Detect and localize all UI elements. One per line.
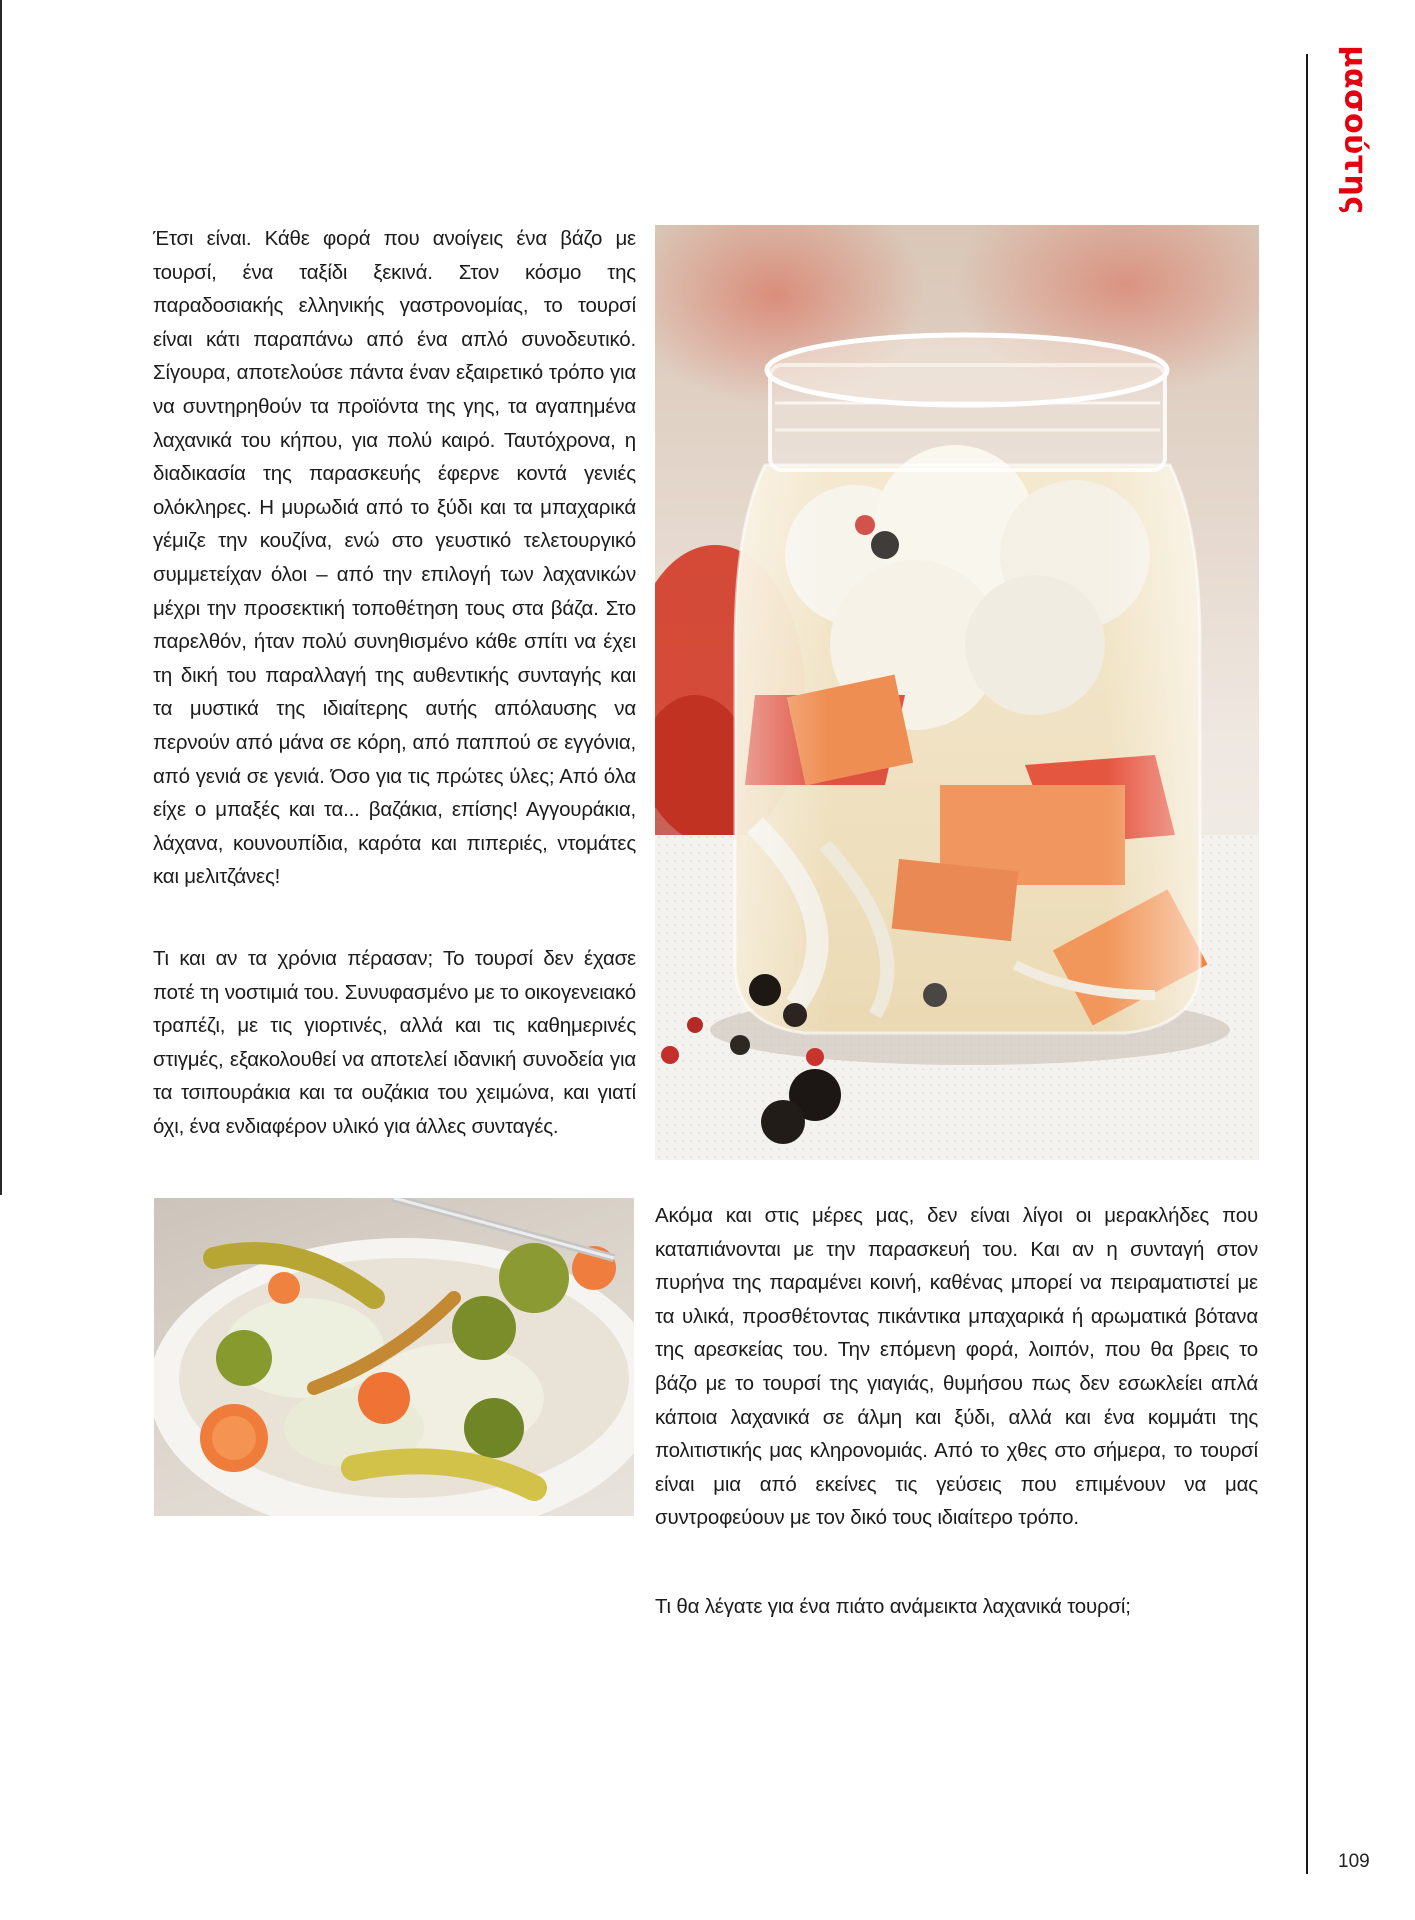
article-paragraph-4 — [655, 1590, 1258, 1624]
bowl-pickles-illustration — [154, 1198, 634, 1516]
jar-pickles-illustration — [655, 225, 1259, 1160]
paragraph-text: Τι και αν τα χρόνια πέρασαν; Το τουρσί δεν έχασε ποτέ τη νοστιμιά του. Συνυφασμένο με το οικογενειακό τραπέζι, με τις γιορτινές, αλλά και τις καθημερινές στιγμές, εξακολουθεί να αποτελεί ιδανική συνοδεία για τα τσιπουράκια και τα ουζάκια του χειμώνα, και γιατί όχι, ένα ενδιαφέρον υλικό για άλλες συνταγές. — [153, 947, 636, 1138]
article-paragraph-3 — [655, 1199, 1258, 1535]
paragraph-text: Ακόμα και στις μέρες μας, δεν είναι λίγοι οι μερακλήδες που καταπιάνονται με την παρασκευή του. Και αν η συνταγή στον πυρήνα της παραμένει κοινή, καθένας μπορεί να πειραματιστεί με τα υλικά, προσθέτοντας πικάντικα μπαχαρικά ή αρωματικά βότανα της αρεσκείας του. Την επόμενη φορά, λοιπόν, που θα βρεις το βάζο με το τουρσί της γιαγιάς, θυμήσου πως δεν εσωκλείει απλά κάποια λαχανικά σε άλμη και ξύδι, αλλά και ένα κομμάτι της πολιτιστικής μας κληρονομιάς. Από το χθες στο σήμερα, το τουρσί είναι μια από εκείνες τις γεύσεις που επιμένουν να μας συντροφεύουν με τον δικό τους ιδιαίτερο τρόπο. — [655, 1204, 1258, 1530]
jar-pickles-photo — [655, 225, 1259, 1160]
article-paragraph-1 — [153, 222, 636, 894]
paragraph-text: Τι θα λέγατε για ένα πιάτο ανάμεικτα λαχανικά τουρσί; — [655, 1595, 1131, 1618]
brand-logo: μασούτης — [1337, 45, 1373, 215]
margin-rule — [1306, 54, 1308, 1874]
paragraph-text: Έτσι είναι. Κάθε φορά που ανοίγεις ένα βάζο με τουρσί, ένα ταξίδι ξεκινά. Στον κόσμο της παραδοσιακής ελληνικής γαστρονομίας, το τουρσί είναι κάτι παραπάνω από ένα απλό συνοδευτικό. Σίγουρα, αποτελούσε πάντα έναν εξαιρετικό τρόπο για να συντηρηθούν τα προϊόντα της γης, τα αγαπημένα λαχανικά του κήπου, για πολύ καιρό. Ταυτόχρονα, η διαδικασία της παρασκευής έφερνε κοντά γενιές ολόκληρες. Η μυρωδιά από το ξύδι και τα μπαχαρικά γέμιζε την κουζίνα, ενώ στο γευστικό τελετουργικό συμμετείχαν όλοι – από την επιλογή των λαχανικών μέχρι την προσεκτική τοποθέτηση τους στα βάζα. Στο παρελθόν, ήταν πολύ συνηθισμένο κάθε σπίτι να έχει τη δική του παραλλαγή της αυθεντικής συνταγής και τα μυστικά της ιδιαίτερης αυτής απόλαυσης να περνούν από μάνα σε κόρη, από παππού σε εγγόνια, από γενιά σε γενιά. Όσο για τις πρώτες ύλες; Από όλα είχε ο μπαξές και τα... βαζάκια, επίσης! Αγγουράκια, λάχανα, κουνουπίδια, καρότα και πιπεριές, ντομάτες και μελιτζάνες! — [153, 227, 636, 889]
page-left-edge — [0, 0, 2, 1195]
page-number: 109 — [1338, 1851, 1370, 1872]
article-paragraph-2 — [153, 942, 636, 1144]
bowl-pickles-photo — [154, 1198, 634, 1516]
